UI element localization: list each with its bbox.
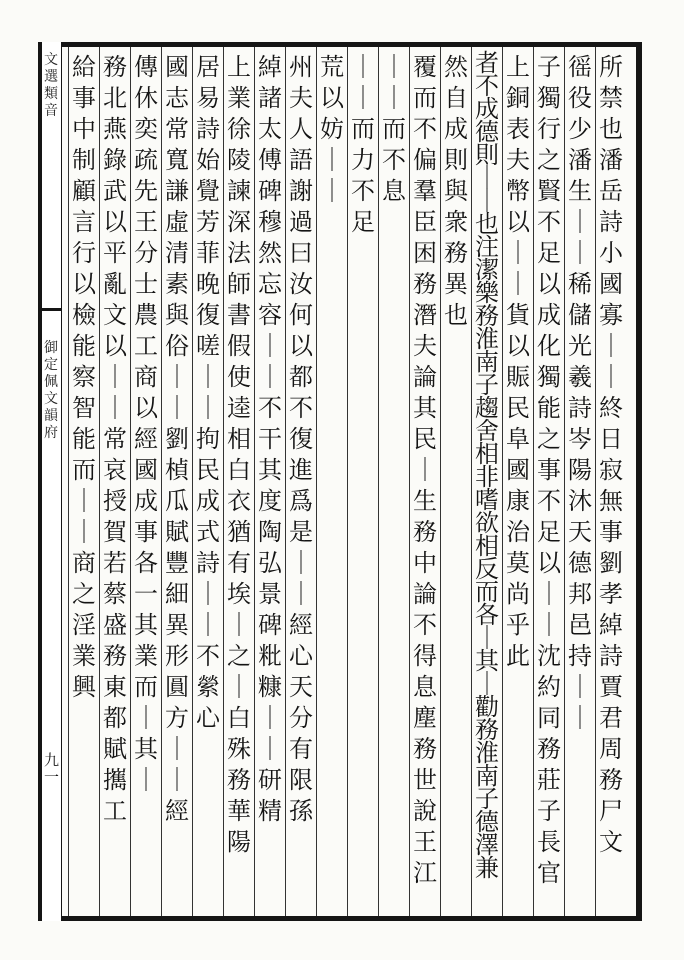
text-column: 綽諸太傅碑穆然忘容｜｜不干其度陶弘景碑粃糠｜｜研精 (258, 53, 282, 825)
text-column: 荒以妨｜｜ (320, 53, 344, 205)
text-column: 覆而不偏羣臣困務潛夫論其民｜生務中論不得息塵務世說王江 (413, 53, 437, 887)
margin-band (38, 42, 62, 921)
bottom-border (38, 916, 642, 921)
text-column: 所禁也潘岳詩小國寡｜｜終日寂無事劉孝綽詩賈君周務尸文 (599, 53, 623, 856)
text-column: ｜｜而力不足 (351, 53, 375, 236)
text-column: 上業徐陵諫深法師書假使逵相白衣猶有埃｜之｜白殊務華陽 (227, 53, 251, 856)
column-rule (471, 47, 472, 916)
margin-heading: 文選類音 (44, 52, 58, 119)
text-column: 居易詩始覺芳菲晚復嗟｜｜拘民成式詩｜｜不縈心 (196, 53, 220, 732)
column-rule (316, 47, 317, 916)
column-rule (409, 47, 410, 916)
column-rule (130, 47, 131, 916)
column-rule (564, 47, 565, 916)
text-column: 給事中制顧言行以檢能察智能而｜｜商之淫業興 (72, 53, 96, 701)
column-rule (533, 47, 534, 916)
text-column: 國志常寬謙虛清素與俗｜｜劉楨瓜賦豐細異形圓方｜｜經 (165, 53, 189, 825)
book-title: 御定佩文韻府 (44, 340, 58, 441)
column-rule (68, 47, 69, 916)
text-column: 務北燕錄武以平亂文以｜｜常哀授賀若蔡盛務東都賦𢹂工 (103, 53, 127, 825)
text-column: 子獨行之賢不足以成化獨能之事不足以｜｜沈約同務莊子長官 (537, 53, 561, 887)
text-column: 徭役少潘生｜｜稀儲光羲詩岑陽沐天德邦邑持｜｜ (568, 53, 592, 732)
column-rule (595, 47, 596, 916)
column-rule (192, 47, 193, 916)
column-rule (99, 47, 100, 916)
column-rule (502, 47, 503, 916)
right-border (636, 42, 642, 921)
text-column: 者不成德則｜｜也注潔樂務淮南子趨舍相非嗜欲相反而各｜其｜勸務淮南子德澤兼 (475, 49, 499, 882)
page-number: 九一 (44, 751, 60, 786)
column-rule (347, 47, 348, 916)
text-column: ｜｜而不息 (382, 53, 406, 205)
text-column: 上銅表夫幣以｜｜貨以賑民阜國康治莫尚乎此 (506, 53, 530, 670)
text-column: 然自成則與衆務異也 (444, 53, 468, 329)
column-rule (223, 47, 224, 916)
text-column: 州夫人語謝過曰汝何以都不復進爲是｜｜經心天分有限孫 (289, 53, 313, 825)
text-column: 傳休奕疏先王分士農工商以經國成事各一其業而｜其｜ (134, 53, 158, 794)
column-rule (378, 47, 379, 916)
column-rule (440, 47, 441, 916)
margin-divider (38, 308, 62, 311)
column-rule (161, 47, 162, 916)
column-rule (254, 47, 255, 916)
column-rule (285, 47, 286, 916)
top-border (38, 42, 642, 47)
